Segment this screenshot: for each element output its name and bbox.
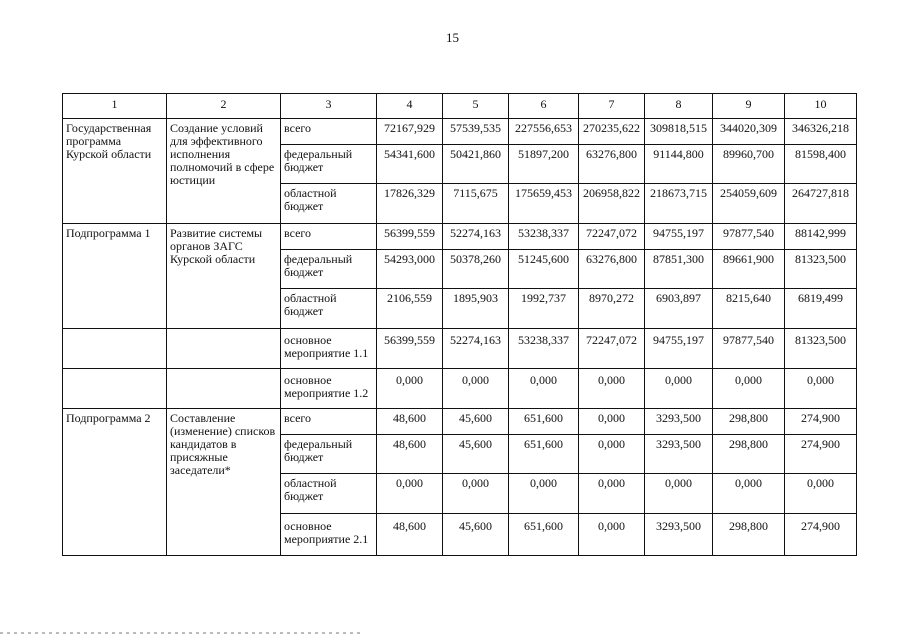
header-cell: 8 xyxy=(645,94,713,119)
value-cell: 298,800 xyxy=(713,514,785,556)
value-cell: 52274,163 xyxy=(443,329,509,369)
value-cell: 52274,163 xyxy=(443,224,509,250)
row-label: федеральный бюджет xyxy=(281,145,377,184)
row-label: областной бюджет xyxy=(281,184,377,224)
value-cell: 91144,800 xyxy=(645,145,713,184)
row-label: основное мероприятие 2.1 xyxy=(281,514,377,556)
value-cell: 274,900 xyxy=(785,514,857,556)
header-cell: 1 xyxy=(63,94,167,119)
value-cell: 0,000 xyxy=(713,369,785,409)
value-cell: 0,000 xyxy=(579,369,645,409)
value-cell: 45,600 xyxy=(443,435,509,474)
header-cell: 6 xyxy=(509,94,579,119)
header-cell: 10 xyxy=(785,94,857,119)
value-cell: 3293,500 xyxy=(645,435,713,474)
value-cell: 274,900 xyxy=(785,435,857,474)
value-cell: 63276,800 xyxy=(579,145,645,184)
header-row xyxy=(63,94,857,119)
value-cell: 0,000 xyxy=(509,369,579,409)
value-cell: 97877,540 xyxy=(713,329,785,369)
value-cell: 81323,500 xyxy=(785,329,857,369)
value-cell: 45,600 xyxy=(443,514,509,556)
value-cell: 63276,800 xyxy=(579,250,645,289)
empty-cell xyxy=(167,329,281,369)
header-cell: 5 xyxy=(443,94,509,119)
value-cell: 651,600 xyxy=(509,409,579,435)
value-cell: 45,600 xyxy=(443,409,509,435)
value-cell: 651,600 xyxy=(509,435,579,474)
value-cell: 57539,535 xyxy=(443,119,509,145)
table-row xyxy=(63,224,857,250)
value-cell: 344020,309 xyxy=(713,119,785,145)
value-cell: 0,000 xyxy=(377,474,443,514)
value-cell: 94755,197 xyxy=(645,224,713,250)
row-label: федеральный бюджет xyxy=(281,435,377,474)
row-label: основное мероприятие 1.2 xyxy=(281,369,377,409)
row-label: всего xyxy=(281,409,377,435)
value-cell: 7115,675 xyxy=(443,184,509,224)
value-cell: 50421,860 xyxy=(443,145,509,184)
value-cell: 48,600 xyxy=(377,409,443,435)
value-cell: 87851,300 xyxy=(645,250,713,289)
value-cell: 1992,737 xyxy=(509,289,579,329)
row-label: основное мероприятие 1.1 xyxy=(281,329,377,369)
program-name: Подпрограмма 1 xyxy=(63,224,167,329)
value-cell: 81323,500 xyxy=(785,250,857,289)
value-cell: 651,600 xyxy=(509,514,579,556)
value-cell: 0,000 xyxy=(579,514,645,556)
value-cell: 254059,609 xyxy=(713,184,785,224)
value-cell: 51897,200 xyxy=(509,145,579,184)
value-cell: 0,000 xyxy=(713,474,785,514)
empty-cell xyxy=(63,329,167,369)
header-cell: 7 xyxy=(579,94,645,119)
value-cell: 0,000 xyxy=(785,369,857,409)
budget-table-body xyxy=(63,94,857,556)
value-cell: 0,000 xyxy=(645,474,713,514)
value-cell: 298,800 xyxy=(713,409,785,435)
program-description: Составление (изменение) списков кандидатов в присяжные заседатели* xyxy=(167,409,281,556)
table-row xyxy=(63,329,857,369)
value-cell: 0,000 xyxy=(443,474,509,514)
value-cell: 88142,999 xyxy=(785,224,857,250)
value-cell: 0,000 xyxy=(785,474,857,514)
value-cell: 309818,515 xyxy=(645,119,713,145)
value-cell: 72167,929 xyxy=(377,119,443,145)
value-cell: 8970,272 xyxy=(579,289,645,329)
value-cell: 218673,715 xyxy=(645,184,713,224)
value-cell: 0,000 xyxy=(509,474,579,514)
page-number: 15 xyxy=(446,30,459,45)
value-cell: 48,600 xyxy=(377,514,443,556)
value-cell: 0,000 xyxy=(443,369,509,409)
value-cell: 298,800 xyxy=(713,435,785,474)
value-cell: 51245,600 xyxy=(509,250,579,289)
value-cell: 50378,260 xyxy=(443,250,509,289)
value-cell: 53238,337 xyxy=(509,329,579,369)
value-cell: 6903,897 xyxy=(645,289,713,329)
budget-table xyxy=(62,93,857,556)
value-cell: 89960,700 xyxy=(713,145,785,184)
value-cell: 274,900 xyxy=(785,409,857,435)
value-cell: 0,000 xyxy=(645,369,713,409)
value-cell: 270235,622 xyxy=(579,119,645,145)
header-cell: 4 xyxy=(377,94,443,119)
table-row xyxy=(63,409,857,435)
value-cell: 54293,000 xyxy=(377,250,443,289)
row-label: областной бюджет xyxy=(281,289,377,329)
empty-cell xyxy=(167,369,281,409)
value-cell: 175659,453 xyxy=(509,184,579,224)
value-cell: 72247,072 xyxy=(579,224,645,250)
value-cell: 56399,559 xyxy=(377,329,443,369)
value-cell: 8215,640 xyxy=(713,289,785,329)
value-cell: 53238,337 xyxy=(509,224,579,250)
value-cell: 0,000 xyxy=(579,474,645,514)
value-cell: 206958,822 xyxy=(579,184,645,224)
header-cell: 2 xyxy=(167,94,281,119)
program-name: Подпрограмма 2 xyxy=(63,409,167,556)
value-cell: 2106,559 xyxy=(377,289,443,329)
value-cell: 6819,499 xyxy=(785,289,857,329)
value-cell: 0,000 xyxy=(579,409,645,435)
value-cell: 3293,500 xyxy=(645,409,713,435)
value-cell: 264727,818 xyxy=(785,184,857,224)
row-label: федеральный бюджет xyxy=(281,250,377,289)
value-cell: 346326,218 xyxy=(785,119,857,145)
header-cell: 9 xyxy=(713,94,785,119)
program-description: Создание условий для эффективного исполнения полномочий в сфере юстиции xyxy=(167,119,281,224)
value-cell: 48,600 xyxy=(377,435,443,474)
program-description: Развитие системы органов ЗАГС Курской области xyxy=(167,224,281,329)
value-cell: 227556,653 xyxy=(509,119,579,145)
value-cell: 89661,900 xyxy=(713,250,785,289)
value-cell: 72247,072 xyxy=(579,329,645,369)
row-label: областной бюджет xyxy=(281,474,377,514)
program-name: Государственная программа Курской области xyxy=(63,119,167,224)
value-cell: 0,000 xyxy=(377,369,443,409)
value-cell: 81598,400 xyxy=(785,145,857,184)
table-row xyxy=(63,369,857,409)
header-cell: 3 xyxy=(281,94,377,119)
value-cell: 97877,540 xyxy=(713,224,785,250)
row-label: всего xyxy=(281,119,377,145)
value-cell: 1895,903 xyxy=(443,289,509,329)
value-cell: 3293,500 xyxy=(645,514,713,556)
value-cell: 56399,559 xyxy=(377,224,443,250)
value-cell: 94755,197 xyxy=(645,329,713,369)
table-row xyxy=(63,119,857,145)
row-label: всего xyxy=(281,224,377,250)
scan-artifact xyxy=(0,632,360,634)
value-cell: 54341,600 xyxy=(377,145,443,184)
value-cell: 0,000 xyxy=(579,435,645,474)
value-cell: 17826,329 xyxy=(377,184,443,224)
empty-cell xyxy=(63,369,167,409)
